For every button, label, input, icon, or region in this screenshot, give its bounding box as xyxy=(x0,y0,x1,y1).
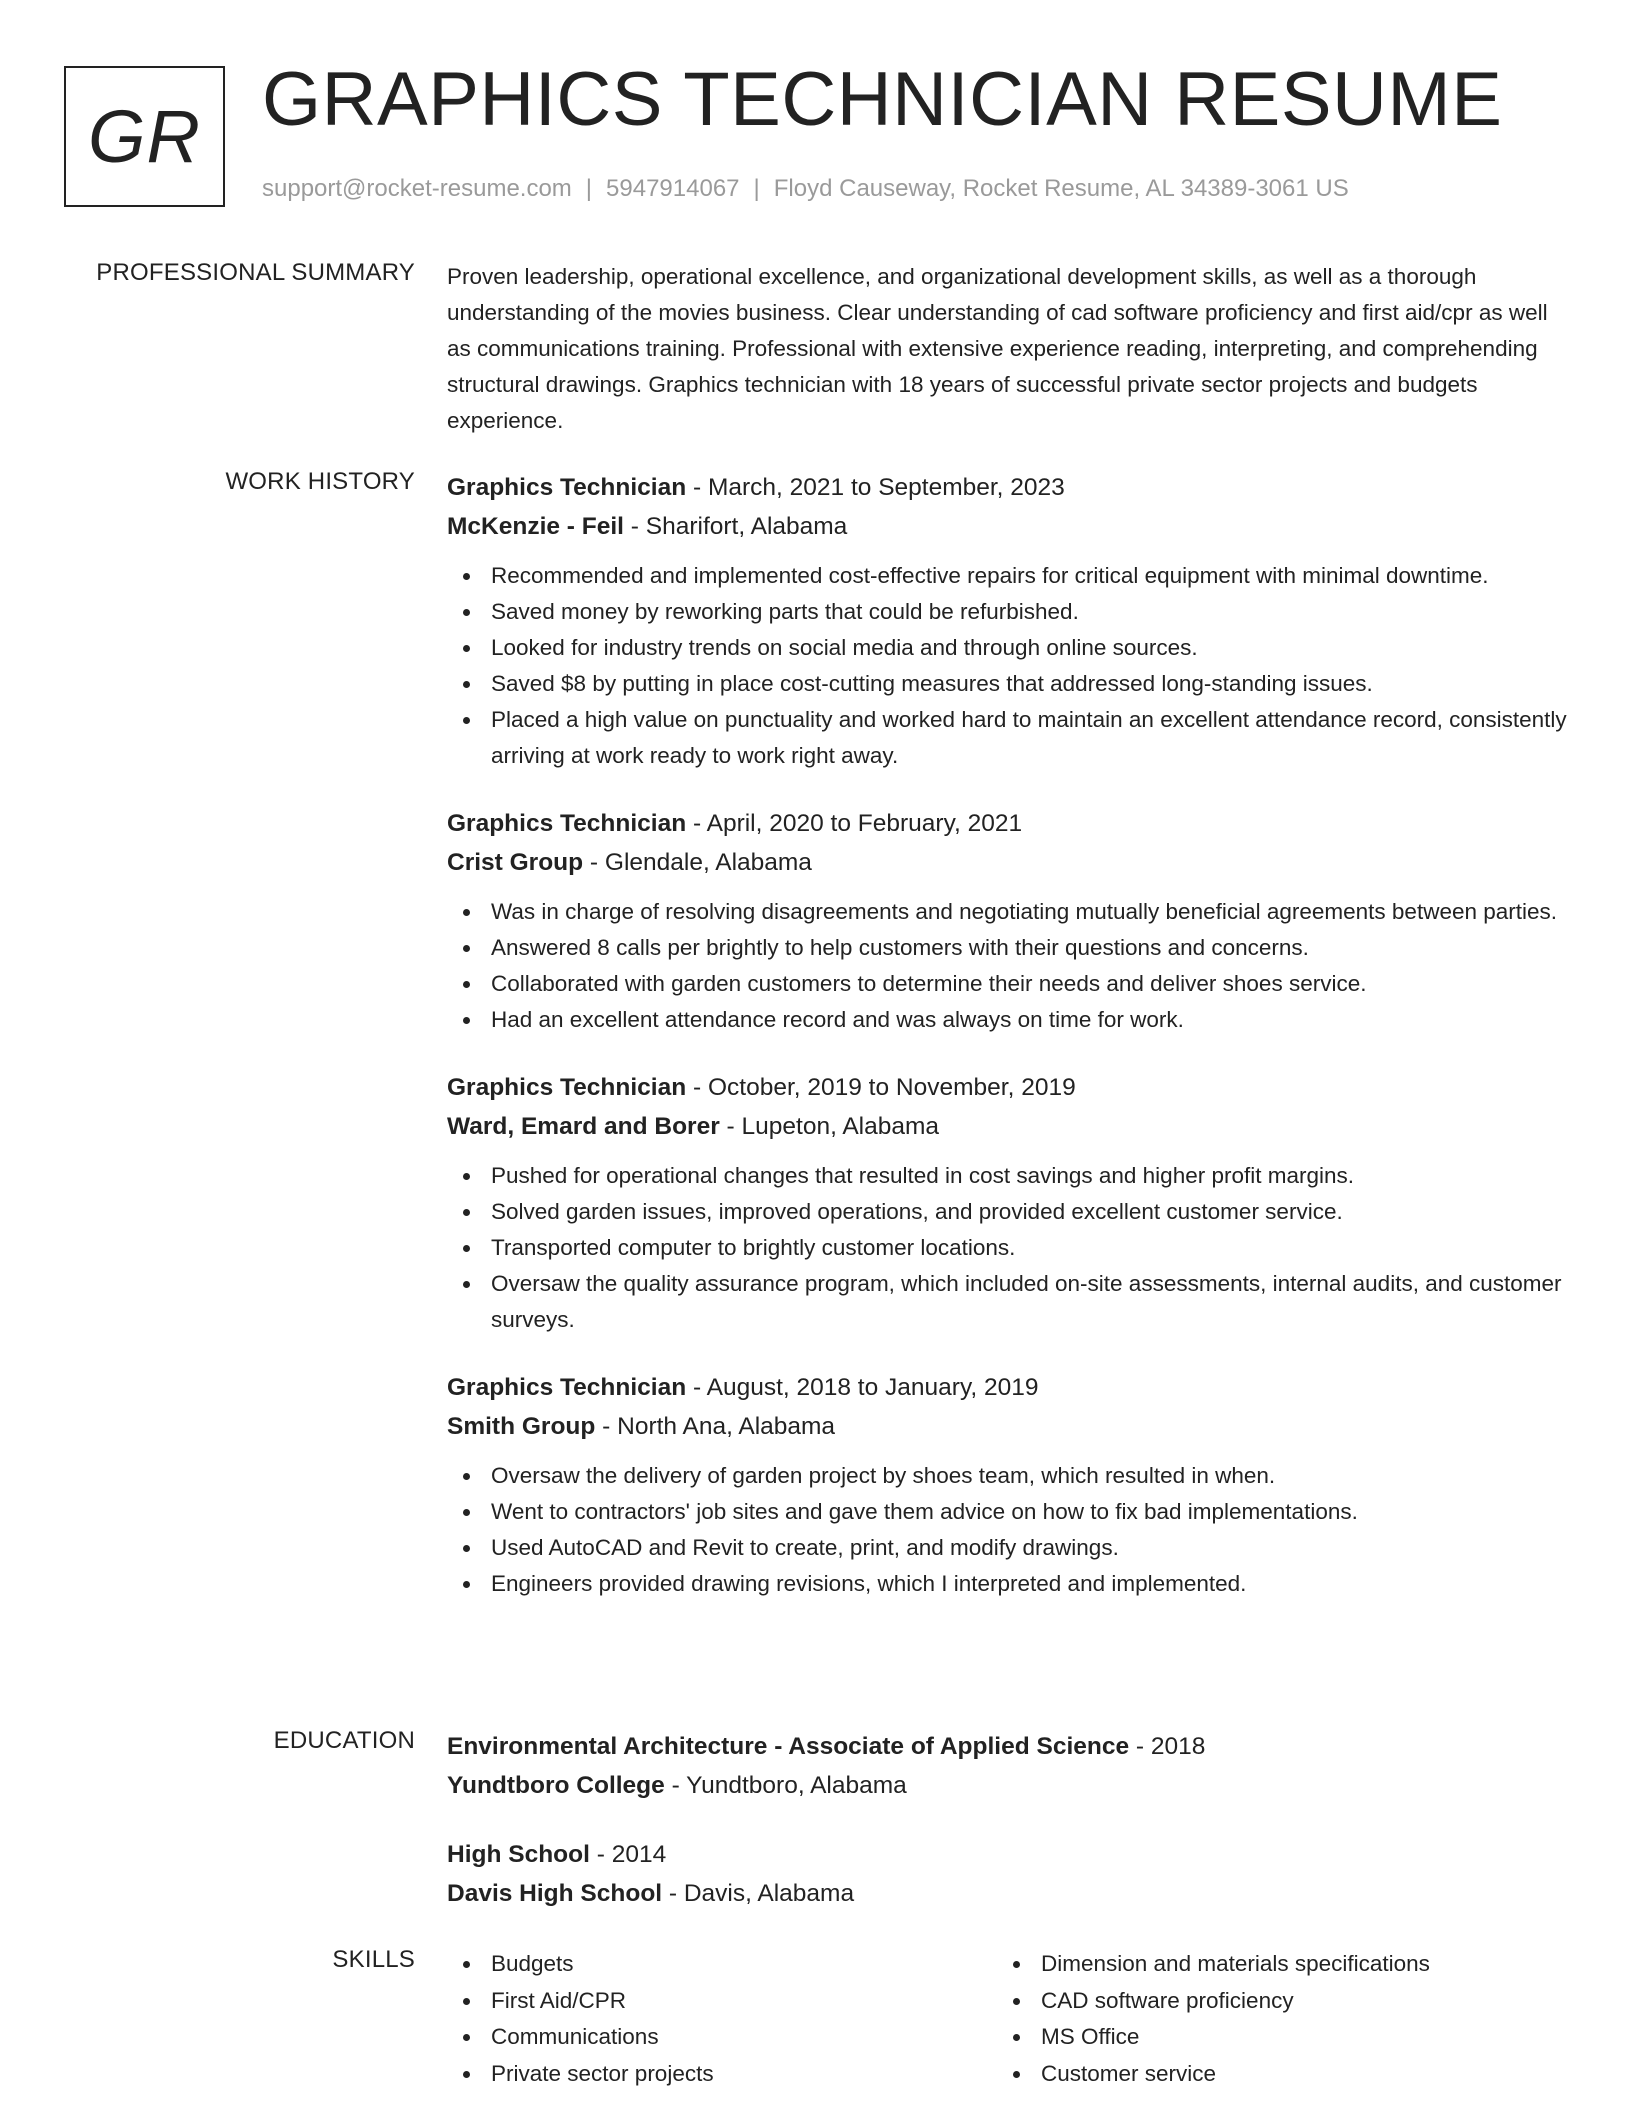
job-entry xyxy=(447,804,1569,1038)
section-label: PROFESSIONAL SUMMARY xyxy=(96,259,415,286)
education-location: - Davis, Alabama xyxy=(662,1880,855,1907)
skill-item: Customer service xyxy=(997,2056,1547,2093)
job-bullet: Went to contractors' job sites and gave them advice on how to fix bad implementations. xyxy=(447,1494,1569,1530)
section-label: WORK HISTORY xyxy=(225,468,415,495)
job-title-line xyxy=(447,804,1569,843)
job-title: Graphics Technician xyxy=(447,1374,687,1401)
job-entry xyxy=(447,1368,1569,1602)
job-bullet: Saved money by reworking parts that could be refurbished. xyxy=(447,594,1569,630)
education-degree-line xyxy=(447,1835,1569,1874)
job-bullet: Oversaw the delivery of garden project by shoes team, which resulted in when. xyxy=(447,1458,1569,1494)
contact-email: support@rocket-resume.com xyxy=(262,175,572,202)
job-bullet: Engineers provided drawing revisions, which I interpreted and implemented. xyxy=(447,1566,1569,1602)
contact-line xyxy=(262,175,1349,203)
job-bullets xyxy=(447,1458,1569,1602)
education-location: - Yundtboro, Alabama xyxy=(664,1772,907,1799)
skill-item: Private sector projects xyxy=(447,2056,997,2093)
job-location: - Glendale, Alabama xyxy=(583,849,812,876)
education-year: - 2018 xyxy=(1129,1733,1206,1760)
section-label: EDUCATION xyxy=(273,1727,415,1754)
job-bullet: Used AutoCAD and Revit to create, print, and modify drawings. xyxy=(447,1530,1569,1566)
monogram-logo: GR xyxy=(64,66,225,207)
education-degree: Environmental Architecture - Associate of Applied Science xyxy=(447,1733,1130,1760)
job-company: McKenzie - Feil xyxy=(447,513,624,540)
skills-column-right xyxy=(997,1946,1547,2092)
job-title-line xyxy=(447,468,1569,507)
education-school: Yundtboro College xyxy=(447,1772,665,1799)
education-entry xyxy=(447,1835,1569,1913)
job-company: Smith Group xyxy=(447,1413,596,1440)
contact-separator: | xyxy=(585,175,593,202)
education-school-line xyxy=(447,1874,1569,1913)
job-title: Graphics Technician xyxy=(447,1074,687,1101)
job-dates: - April, 2020 to February, 2021 xyxy=(686,810,1023,837)
job-bullets xyxy=(447,894,1569,1038)
job-bullet: Was in charge of resolving disagreements and negotiating mutually beneficial agreements between parties. xyxy=(447,894,1569,930)
job-bullets xyxy=(447,558,1569,774)
job-bullet: Collaborated with garden customers to determine their needs and deliver shoes service. xyxy=(447,966,1569,1002)
job-bullet: Looked for industry trends on social media and through online sources. xyxy=(447,630,1569,666)
education-entry xyxy=(447,1727,1569,1805)
job-company: Ward, Emard and Borer xyxy=(447,1113,720,1140)
education-degree-line xyxy=(447,1727,1569,1766)
job-dates: - August, 2018 to January, 2019 xyxy=(686,1374,1039,1401)
job-company-line xyxy=(447,1407,1569,1446)
job-bullet: Solved garden issues, improved operations, and provided excellent customer service. xyxy=(447,1194,1569,1230)
skills-column-left xyxy=(447,1946,997,2092)
section-body xyxy=(447,259,1569,439)
job-bullet: Recommended and implemented cost-effective repairs for critical equipment with minimal downtime. xyxy=(447,558,1569,594)
skill-item: CAD software proficiency xyxy=(997,1983,1547,2020)
job-title: Graphics Technician xyxy=(447,810,687,837)
skill-item: MS Office xyxy=(997,2019,1547,2056)
skills-body xyxy=(447,1946,1569,2092)
job-location: - Sharifort, Alabama xyxy=(623,513,848,540)
job-bullet: Transported computer to brightly customer locations. xyxy=(447,1230,1569,1266)
job-title-line xyxy=(447,1068,1569,1107)
page-title: GRAPHICS TECHNICIAN RESUME xyxy=(262,57,1503,142)
job-bullet: Pushed for operational changes that resulted in cost savings and higher profit margins. xyxy=(447,1158,1569,1194)
job-bullet: Had an excellent attendance record and was always on time for work. xyxy=(447,1002,1569,1038)
education-list xyxy=(447,1727,1569,1943)
job-location: - Lupeton, Alabama xyxy=(719,1113,940,1140)
skills-grid xyxy=(447,1946,1569,2092)
contact-phone: 5947914067 xyxy=(606,175,740,202)
skill-item: Budgets xyxy=(447,1946,997,1983)
job-title-line xyxy=(447,1368,1569,1407)
job-company-line xyxy=(447,1107,1569,1146)
section-label: SKILLS xyxy=(332,1946,415,1973)
job-company-line xyxy=(447,843,1569,882)
education-school-line xyxy=(447,1766,1569,1805)
job-location: - North Ana, Alabama xyxy=(595,1413,836,1440)
job-entry xyxy=(447,468,1569,774)
skill-item: Dimension and materials specifications xyxy=(997,1946,1547,1983)
job-dates: - October, 2019 to November, 2019 xyxy=(686,1074,1076,1101)
skill-item: First Aid/CPR xyxy=(447,1983,997,2020)
education-school: Davis High School xyxy=(447,1880,663,1907)
skill-item: Communications xyxy=(447,2019,997,2056)
job-entry xyxy=(447,1068,1569,1338)
job-company: Crist Group xyxy=(447,849,584,876)
job-bullet: Saved $8 by putting in place cost-cutting measures that addressed long-standing issues. xyxy=(447,666,1569,702)
job-bullet: Answered 8 calls per brightly to help customers with their questions and concerns. xyxy=(447,930,1569,966)
contact-address: Floyd Causeway, Rocket Resume, AL 34389-3061 US xyxy=(773,175,1349,202)
job-company-line xyxy=(447,507,1569,546)
job-bullets xyxy=(447,1158,1569,1338)
education-degree: High School xyxy=(447,1841,590,1868)
job-bullet: Placed a high value on punctuality and worked hard to maintain an excellent attendance record, consistently arriving at work ready to work right away. xyxy=(447,702,1569,774)
job-title: Graphics Technician xyxy=(447,474,687,501)
contact-separator: | xyxy=(753,175,760,202)
education-year: - 2014 xyxy=(589,1841,667,1868)
job-dates: - March, 2021 to September, 2023 xyxy=(686,474,1065,501)
work-list xyxy=(447,468,1569,1632)
job-bullet: Oversaw the quality assurance program, which included on-site assessments, internal audits, and customer surveys. xyxy=(447,1266,1569,1338)
summary-text: Proven leadership, operational excellence, and organizational development skills, as well as a thorough understanding of the movies business. Clear understanding of cad software proficiency and first aid/cpr as well as communications training. Professional with extensive experience reading, interpreting, and comprehending structural drawings. Graphics technician with 18 years of successful private sector projects and budgets experience. xyxy=(447,264,1548,433)
